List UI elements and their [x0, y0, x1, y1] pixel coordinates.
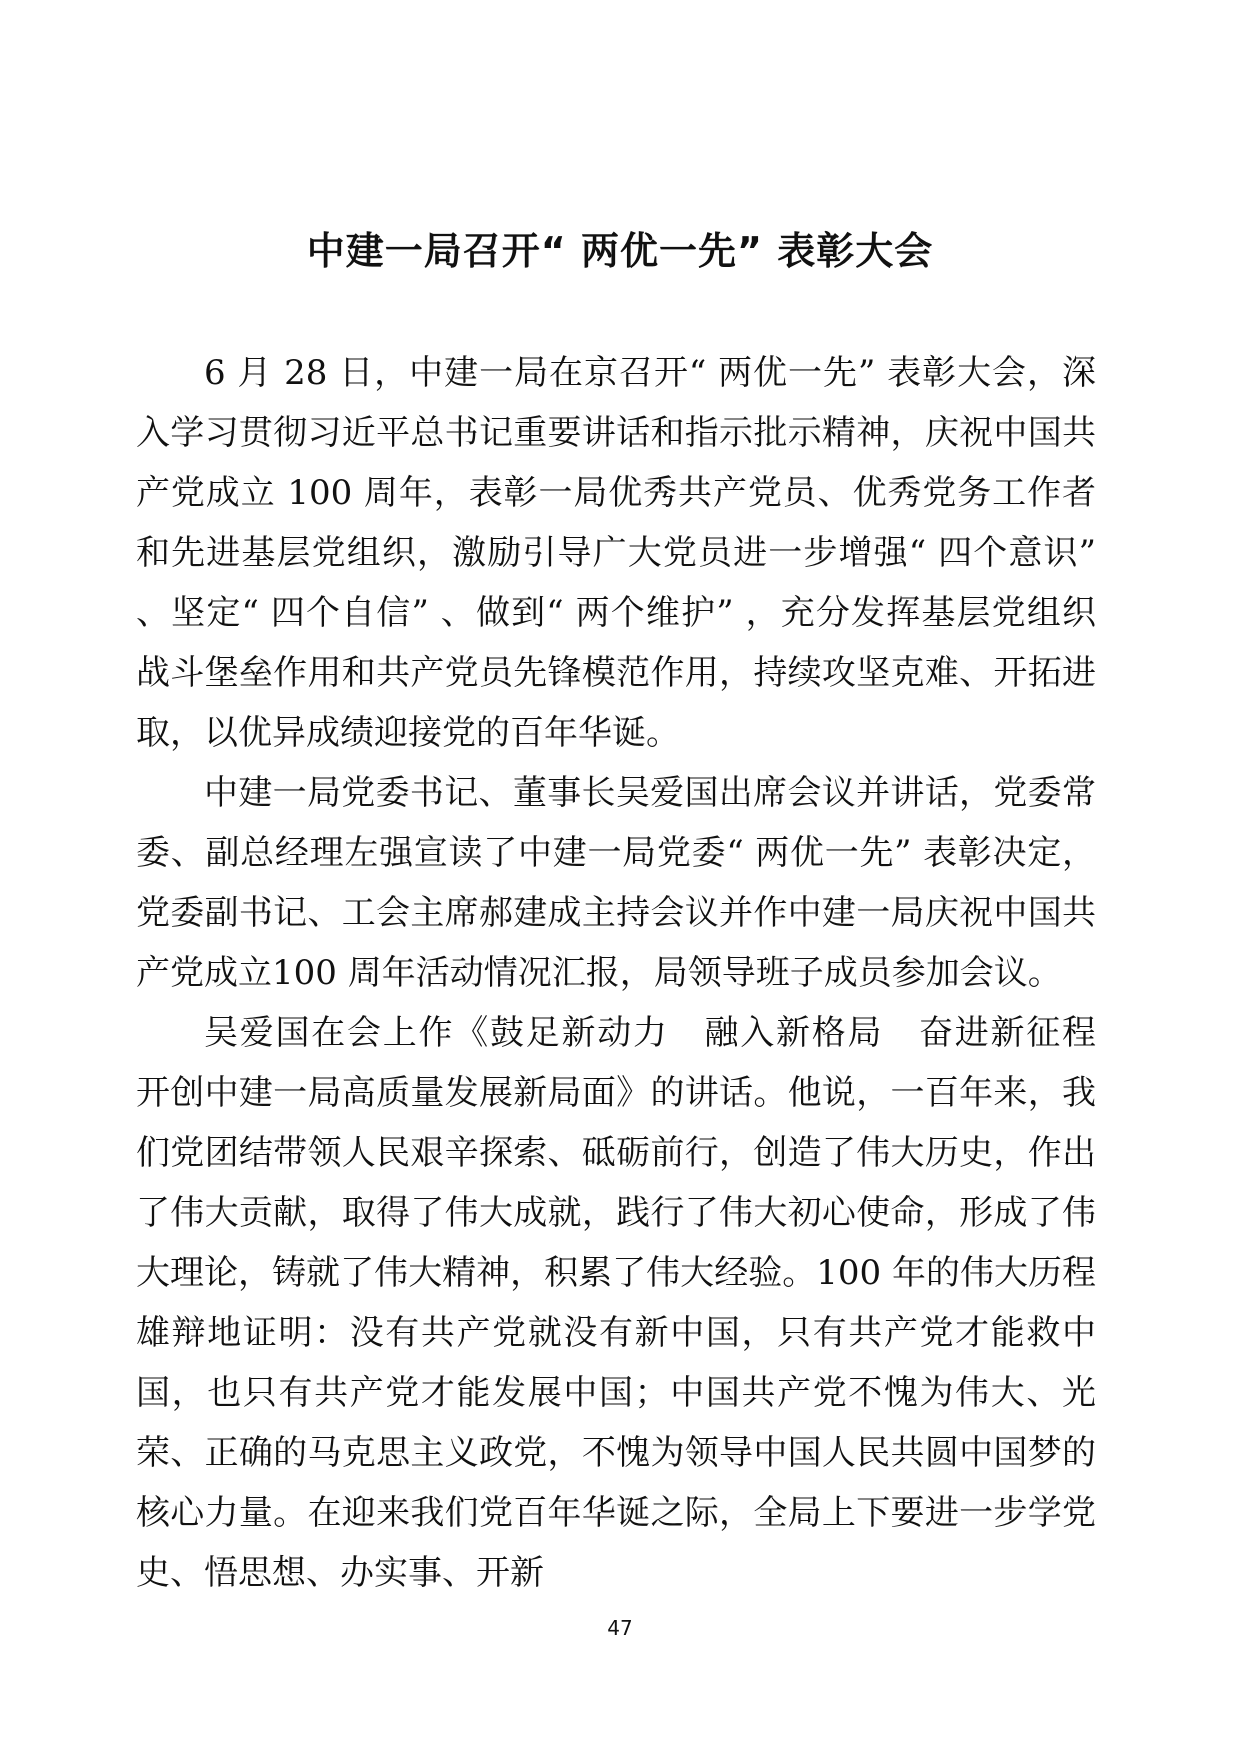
article-title: 中建一局召开“ 两优一先” 表彰大会 [306, 229, 934, 273]
article-body [136, 343, 1130, 1603]
paragraph-2: 中建一局党委书记、董事长吴爱国出席会议并讲话，党委常委、副总经理左强宣读了中建一局党委“ 两优一先” 表彰决定，党委副书记、工会主席郝建成主持会议并作中建一局庆祝中国共产党成立100 周年活动情况汇报，局领导班子成员参加会议。 [136, 773, 1096, 993]
page-number: 47 [607, 1616, 633, 1640]
paragraph-3: 吴爱国在会上作《鼓足新动力 融入新格局 奋进新征程 开创中建一局高质量发展新局面》的讲话。他说，一百年来，我们党团结带领人民艰辛探索、砥砺前行，创造了伟大历史，作出了伟大贡献，取得了伟大成就，践行了伟大初心使命，形成了伟大理论，铸就了伟大精神，积累了伟大经验。100 年的伟大历程雄辩地证明：没有共产党就没有新中国，只有共产党才能救中国，也只有共产党才能发展中国；中国共产党不愧为伟大、光荣、正确的马克思主义政党，不愧为领导中国人民共圆中国梦的核心力量。在迎来我们党百年华诞之际，全局上下要进一步学党史、悟思想、办实事、开新 [136, 1013, 1130, 1593]
paragraph-1: 6 月 28 日，中建一局在京召开“ 两优一先” 表彰大会，深入学习贯彻习近平总书记重要讲话和指示批示精神，庆祝中国共产党成立 100 周年，表彰一局优秀共产党员、优秀党务工作者和先进基层党组织，激励引导广大党员进一步增强“ 四个意识” 、坚定“ 四个自信” 、做到“ 两个维护” ，充分发挥基层党组织战斗堡垒作用和共产党员先锋模范作用，持续攻坚克难、开拓进取，以优异成绩迎接党的百年华诞。 [136, 353, 1096, 753]
